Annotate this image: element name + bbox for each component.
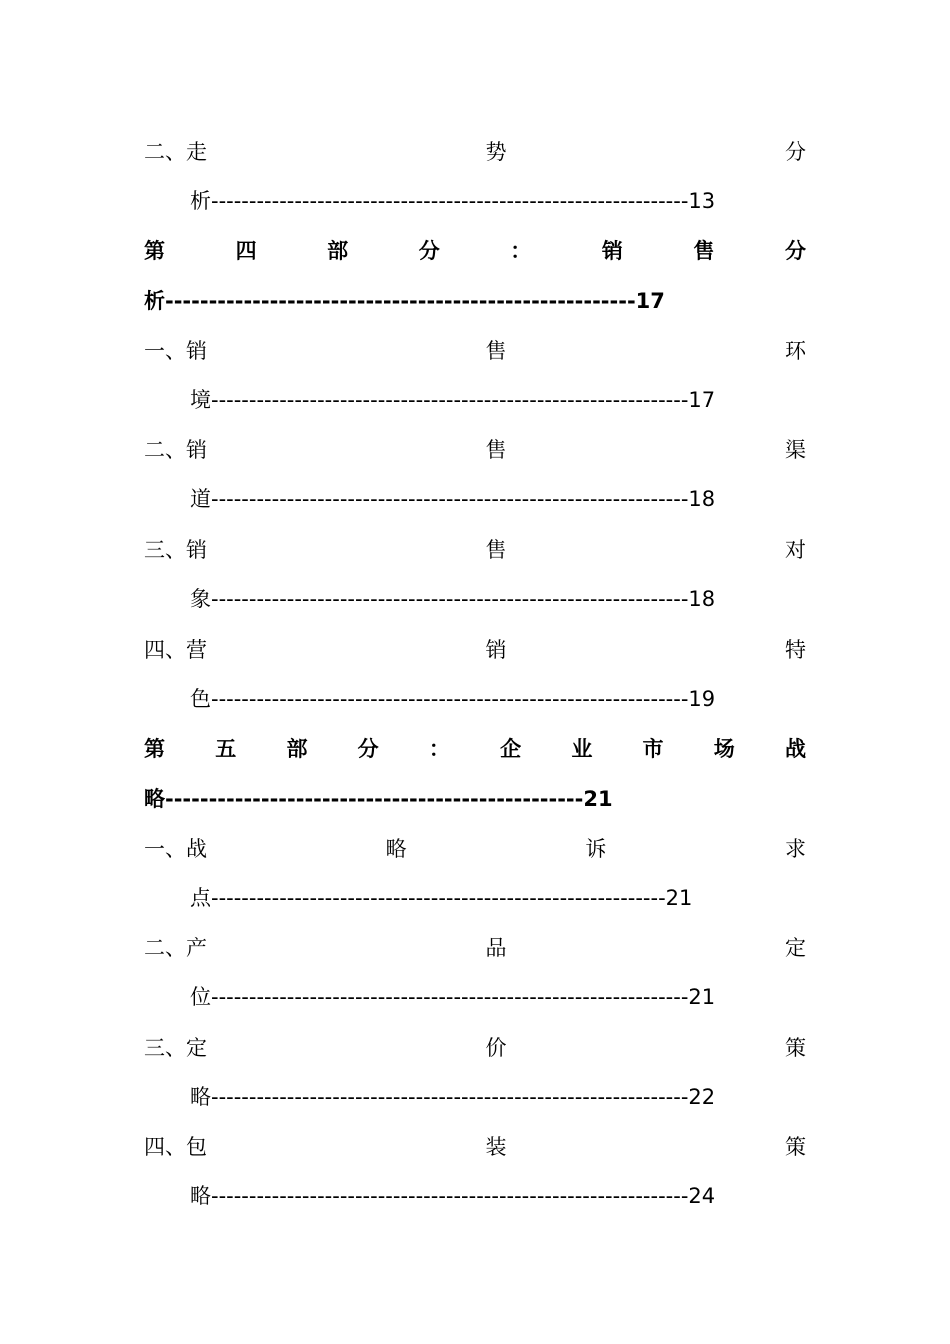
toc-heading-char: 战	[784, 737, 806, 761]
toc-leader-text: 色---------------------------------------------------------------19	[190, 687, 716, 711]
toc-heading-char: 求	[784, 837, 806, 861]
toc-page-leader	[190, 473, 715, 523]
toc-heading-char: 二、销	[144, 438, 207, 462]
toc-section-heading	[144, 325, 806, 375]
toc-heading-char: 分	[418, 239, 440, 263]
toc-section-heading	[144, 424, 806, 474]
toc-leader-text: 略---------------------------------------------------------------22	[190, 1085, 716, 1109]
toc-heading-char: 售	[693, 239, 715, 263]
toc-heading-char: 装	[485, 1135, 507, 1159]
toc-heading-char: 环	[785, 339, 806, 363]
toc-section-heading	[144, 1022, 806, 1072]
toc-leader-text: 析---------------------------------------------------------------13	[190, 189, 716, 213]
toc-heading-char: 策	[785, 1036, 806, 1060]
toc-page-leader	[190, 673, 715, 723]
toc-heading-char: 渠	[785, 438, 806, 462]
toc-leader-text: 象---------------------------------------------------------------18	[190, 587, 716, 611]
toc-leader-text: 略---------------------------------------------------------------24	[190, 1184, 716, 1208]
toc-heading-char: 销	[601, 239, 623, 263]
toc-section-heading	[144, 1121, 806, 1171]
toc-page-leader	[190, 872, 692, 922]
toc-heading-char: 售	[485, 538, 507, 562]
toc-heading-char: 策	[785, 1135, 806, 1159]
toc-page-leader	[190, 175, 715, 225]
toc-page-leader	[190, 374, 715, 424]
toc-heading-char: 势	[485, 140, 507, 164]
toc-heading-char: 品	[485, 936, 507, 960]
toc-heading-char: 部	[327, 239, 349, 263]
toc-heading-char: 分	[357, 737, 379, 761]
toc-heading-char: 五	[215, 737, 237, 761]
toc-section-heading	[144, 524, 806, 574]
toc-page-leader	[190, 1071, 715, 1121]
toc-page-leader	[190, 971, 715, 1021]
toc-leader-text: 点------------------------------------------------------------21	[190, 886, 693, 910]
toc-heading-char: 销	[485, 638, 507, 662]
toc-heading-char: 对	[785, 538, 806, 562]
toc-heading-char: 第	[144, 737, 165, 761]
toc-heading-char: 定	[785, 936, 806, 960]
toc-heading-char: 四、包	[144, 1135, 207, 1159]
toc-section-heading	[144, 922, 806, 972]
toc-heading-char: 一、战	[144, 837, 207, 861]
toc-heading-char: 第	[144, 239, 165, 263]
toc-leader-text: 道---------------------------------------------------------------18	[190, 487, 716, 511]
toc-page-leader	[144, 773, 613, 823]
toc-heading-char: 售	[485, 339, 507, 363]
toc-leader-text: 位---------------------------------------------------------------21	[190, 985, 716, 1009]
toc-heading-char: ：	[428, 737, 450, 761]
toc-part-heading	[144, 723, 806, 773]
toc-page-leader	[190, 1170, 715, 1220]
toc-heading-char: 一、销	[144, 339, 207, 363]
toc-heading-char: ：	[510, 239, 532, 263]
toc-heading-char: 市	[642, 737, 664, 761]
toc-heading-char: 二、走	[144, 140, 207, 164]
toc-heading-char: 三、销	[144, 538, 207, 562]
toc-part-heading	[144, 225, 806, 275]
toc-heading-char: 特	[785, 638, 806, 662]
toc-heading-char: 场	[713, 737, 735, 761]
toc-page-leader	[144, 275, 665, 325]
toc-heading-char: 业	[571, 737, 593, 761]
toc-section-heading	[144, 624, 806, 674]
toc-section-heading	[144, 126, 806, 176]
toc-heading-char: 部	[286, 737, 308, 761]
toc-page-leader	[190, 573, 715, 623]
toc-heading-char: 二、产	[144, 936, 207, 960]
toc-heading-char: 四	[235, 239, 257, 263]
toc-section-heading	[144, 823, 806, 873]
toc-heading-char: 企	[500, 737, 522, 761]
toc-leader-text: 略------------------------------------------------21	[144, 787, 613, 811]
toc-leader-text: 析------------------------------------------------------17	[144, 289, 665, 313]
toc-heading-char: 四、营	[144, 638, 207, 662]
toc-heading-char: 三、定	[144, 1036, 207, 1060]
toc-heading-char: 略	[385, 837, 407, 861]
toc-heading-char: 分	[784, 239, 806, 263]
toc-heading-char: 售	[485, 438, 507, 462]
toc-heading-char: 分	[785, 140, 806, 164]
toc-leader-text: 境---------------------------------------------------------------17	[190, 388, 716, 412]
toc-heading-char: 诉	[585, 837, 607, 861]
toc-heading-char: 价	[485, 1036, 507, 1060]
